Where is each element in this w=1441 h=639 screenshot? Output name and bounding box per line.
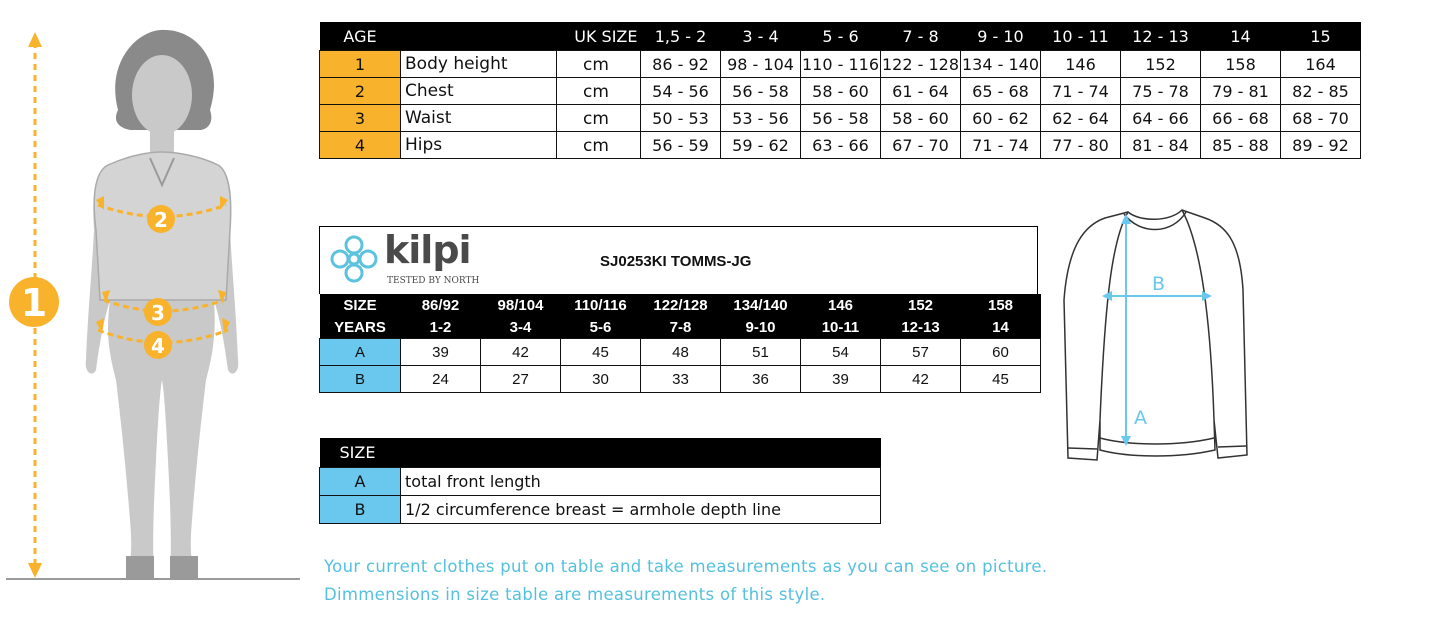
table-row (320, 468, 881, 496)
size-table (319, 22, 1361, 159)
product-header-cell: 14 (961, 316, 1041, 339)
garment-label-b: B (1152, 273, 1166, 295)
svg-text:1: 1 (20, 281, 48, 325)
size-cell: 85 - 88 (1201, 132, 1281, 159)
size-cell: 75 - 78 (1121, 78, 1201, 105)
row-unit: cm (583, 109, 609, 129)
row-label (401, 105, 641, 132)
product-header-cell: 12-13 (881, 316, 961, 339)
legend-header (320, 438, 881, 468)
size-cell: 61 - 64 (881, 78, 961, 105)
size-cell: 59 - 62 (721, 132, 801, 159)
size-cell: 58 - 60 (881, 105, 961, 132)
product-header-cell: 10-11 (801, 316, 881, 339)
size-cell: 164 (1281, 51, 1361, 78)
measure-cell: 39 (401, 339, 481, 366)
header-col: 3 - 4 (721, 22, 801, 51)
product-header-cell: 1-2 (401, 316, 481, 339)
product-header-cell: 134/140 (721, 294, 801, 316)
product-header-cell: 146 (801, 294, 881, 316)
size-cell: 79 - 81 (1201, 78, 1281, 105)
size-cell: 62 - 64 (1041, 105, 1121, 132)
size-cell: 56 - 58 (721, 78, 801, 105)
measure-cell: 39 (801, 366, 881, 393)
size-cell: 134 - 140 (961, 51, 1041, 78)
row-label (401, 51, 641, 78)
size-cell: 54 - 56 (641, 78, 721, 105)
product-header-cell: 152 (881, 294, 961, 316)
header-col: 10 - 11 (1041, 22, 1121, 51)
table-row (320, 366, 1041, 393)
kilpi-logo-text: kilpi (384, 228, 471, 272)
size-cell: 68 - 70 (1281, 105, 1361, 132)
measure-cell: 30 (561, 366, 641, 393)
instruction-note: Dimmensions in size table are measurements of this style. (324, 585, 826, 604)
measure-cell: 54 (801, 339, 881, 366)
measure-cell: 48 (641, 339, 721, 366)
row-label (401, 78, 641, 105)
table-row (320, 78, 1361, 105)
legend-key: B (320, 496, 401, 524)
legend-header-size: SIZE (320, 438, 881, 468)
size-cell: 122 - 128 (881, 51, 961, 78)
garment-diagram (1055, 200, 1255, 470)
size-cell: 56 - 58 (801, 105, 881, 132)
row-number: 3 (320, 105, 401, 132)
table-row (320, 339, 1041, 366)
size-cell: 71 - 74 (961, 132, 1041, 159)
product-header-label: SIZE (320, 294, 401, 316)
garment-label-a: A (1134, 407, 1147, 429)
product-header-cell: 110/116 (561, 294, 641, 316)
row-label-text: Waist (405, 108, 452, 128)
measure-cell: 36 (721, 366, 801, 393)
header-uk-size: UK SIZE (401, 22, 641, 51)
svg-text:4: 4 (151, 334, 165, 358)
header-col: 14 (1201, 22, 1281, 51)
header-col: 7 - 8 (881, 22, 961, 51)
product-header-row-years (320, 316, 1041, 339)
table-row (320, 496, 881, 524)
size-cell: 82 - 85 (1281, 78, 1361, 105)
row-label (401, 132, 641, 159)
product-header-cell: 7-8 (641, 316, 721, 339)
size-cell: 89 - 92 (1281, 132, 1361, 159)
product-code: SJ0253KI TOMMS-JG (600, 253, 752, 270)
svg-text:2: 2 (154, 208, 168, 232)
size-cell: 146 (1041, 51, 1121, 78)
marker-3-badge (144, 298, 172, 326)
measure-cell: 24 (401, 366, 481, 393)
size-cell: 98 - 104 (721, 51, 801, 78)
measure-key: B (320, 366, 401, 393)
row-unit: cm (583, 55, 609, 75)
product-header-cell: 5-6 (561, 316, 641, 339)
size-cell: 152 (1121, 51, 1201, 78)
legend-desc: 1/2 circumference breast = armhole depth line (401, 496, 881, 524)
measure-cell: 42 (481, 339, 561, 366)
measure-key: A (320, 339, 401, 366)
measure-cell: 42 (881, 366, 961, 393)
row-number: 1 (320, 51, 401, 78)
size-cell: 64 - 66 (1121, 105, 1201, 132)
measurement-legend-table (319, 438, 881, 524)
size-cell: 53 - 56 (721, 105, 801, 132)
product-header-row-size (320, 294, 1041, 316)
size-cell: 71 - 74 (1041, 78, 1121, 105)
size-cell: 67 - 70 (881, 132, 961, 159)
marker-2-badge (147, 205, 175, 233)
legend-desc: total front length (401, 468, 881, 496)
svg-text:3: 3 (151, 301, 165, 325)
size-cell: 110 - 116 (801, 51, 881, 78)
row-number: 4 (320, 132, 401, 159)
size-cell: 86 - 92 (641, 51, 721, 78)
row-number: 2 (320, 78, 401, 105)
size-cell: 56 - 59 (641, 132, 721, 159)
size-cell: 58 - 60 (801, 78, 881, 105)
table-row (320, 105, 1361, 132)
measure-cell: 60 (961, 339, 1041, 366)
row-label-text: Chest (405, 81, 454, 101)
row-unit: cm (583, 82, 609, 102)
measure-cell: 45 (561, 339, 641, 366)
product-header-label: YEARS (320, 316, 401, 339)
measure-cell: 57 (881, 339, 961, 366)
legend-key: A (320, 468, 401, 496)
product-size-table (319, 294, 1041, 393)
row-label-text: Body height (405, 54, 508, 74)
row-unit: cm (583, 136, 609, 156)
body-measurement-figure (0, 20, 305, 590)
size-cell: 158 (1201, 51, 1281, 78)
size-cell: 60 - 62 (961, 105, 1041, 132)
product-header-cell: 122/128 (641, 294, 721, 316)
size-cell: 63 - 66 (801, 132, 881, 159)
measure-cell: 27 (481, 366, 561, 393)
header-col: 9 - 10 (961, 22, 1041, 51)
size-cell: 66 - 68 (1201, 105, 1281, 132)
size-cell: 50 - 53 (641, 105, 721, 132)
product-header-cell: 86/92 (401, 294, 481, 316)
marker-4-badge (144, 331, 172, 359)
row-label-text: Hips (405, 135, 443, 155)
measure-cell: 45 (961, 366, 1041, 393)
header-col: 15 (1281, 22, 1361, 51)
size-cell: 77 - 80 (1041, 132, 1121, 159)
instruction-note: Your current clothes put on table and take measurements as you can see on picture. (324, 557, 1048, 576)
marker-1-badge (9, 277, 59, 327)
kilpi-logo-icon (326, 231, 382, 287)
product-header-cell: 9-10 (721, 316, 801, 339)
header-col: 12 - 13 (1121, 22, 1201, 51)
header-age: AGE (320, 22, 401, 51)
measure-cell: 33 (641, 366, 721, 393)
size-cell: 65 - 68 (961, 78, 1041, 105)
product-header-cell: 98/104 (481, 294, 561, 316)
table-row (320, 51, 1361, 78)
size-table-header (320, 22, 1361, 51)
size-cell: 81 - 84 (1121, 132, 1201, 159)
header-col: 1,5 - 2 (641, 22, 721, 51)
header-col: 5 - 6 (801, 22, 881, 51)
measure-cell: 51 (721, 339, 801, 366)
table-row (320, 132, 1361, 159)
product-header-cell: 3-4 (481, 316, 561, 339)
kilpi-tagline: TESTED BY NORTH (387, 276, 480, 286)
product-header-cell: 158 (961, 294, 1041, 316)
